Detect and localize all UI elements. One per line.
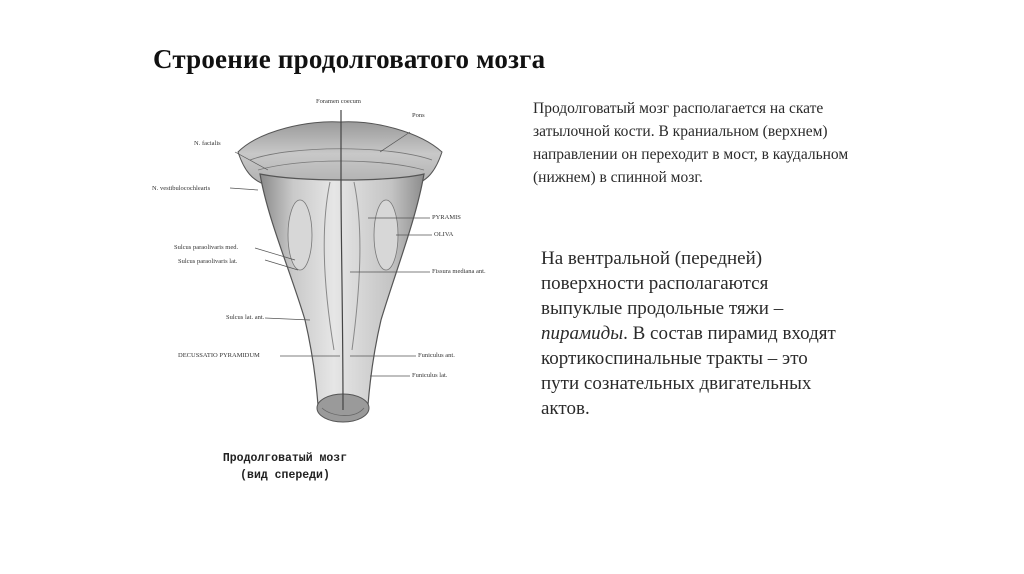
label-n-vestibulocochlearis: N. vestibulocochlearis	[152, 185, 211, 192]
label-sulcus-paraolivaris-med: Sulcus paraolivaris med.	[174, 244, 239, 251]
paragraph-location: Продолговатый мозг располагается на скате затылочной кости. В краниальном (верхнем) направлении он переходит в мост, в каудальном (нижнем) в спинной мозг.	[533, 100, 849, 186]
paragraph-pyramids-text-1: На вентральной (передней) поверхности располагаются выпуклые продольные тяжи –	[541, 248, 784, 319]
label-fissura-mediana-ant: Fissura mediana ant.	[432, 268, 486, 275]
paragraph-pyramids-text-2: . В состав пирамид входят кортикоспинальные тракты – это пути сознательных двигательных актов.	[541, 323, 836, 419]
paragraph-pyramids-term: пирамиды	[541, 323, 624, 344]
medulla-illustration	[140, 90, 520, 490]
label-foramen-coecum: Foramen coecum	[316, 98, 361, 105]
label-sulcus-lat-ant: Sulcus lat. ant.	[226, 314, 265, 321]
figure-caption	[140, 450, 430, 484]
label-decussatio-pyramidum: DECUSSATIO PYRAMIDUM	[178, 352, 260, 359]
label-oliva: OLIVA	[434, 231, 454, 238]
label-funiculus-lat: Funiculus lat.	[412, 372, 448, 379]
label-sulcus-paraolivaris-lat: Sulcus paraolivaris lat.	[178, 258, 238, 265]
slide-title: Строение продолговатого мозга	[153, 44, 546, 74]
medulla-drawing	[140, 90, 520, 490]
caption-line-1: Продолговатый мозг	[222, 452, 348, 465]
label-funiculus-ant: Funiculus ant.	[418, 352, 455, 359]
label-pyramis: PYRAMIS	[432, 214, 461, 221]
label-n-facialis: N. facialis	[194, 140, 221, 147]
label-pons: Pons	[412, 112, 425, 119]
paragraph-pyramids	[541, 246, 841, 421]
caption-line-2: (вид спереди)	[240, 469, 330, 482]
